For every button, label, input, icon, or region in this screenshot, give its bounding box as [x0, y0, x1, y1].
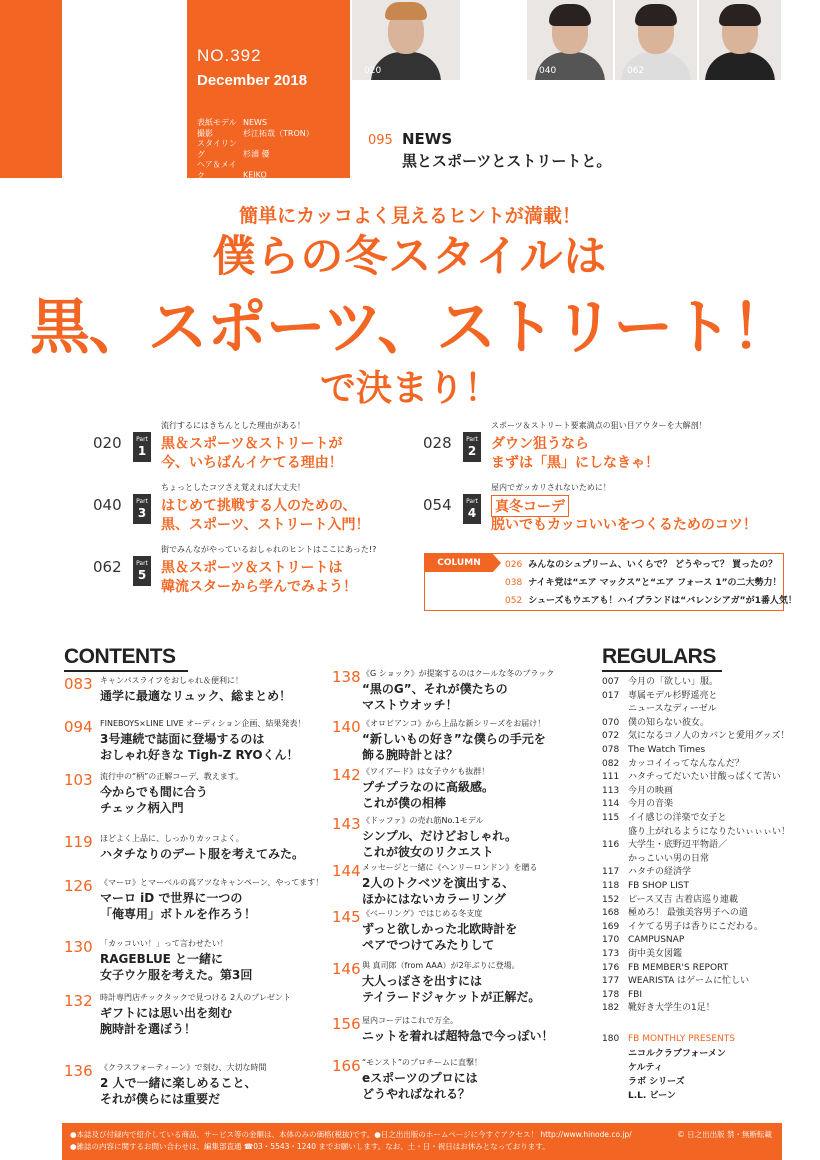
regular-item[interactable]: ニュースなディーゼル [628, 704, 717, 715]
item-title-line: チェック柄入門 [100, 801, 184, 815]
present-item[interactable]: L.L. ビーン [628, 1091, 676, 1101]
item-page: 146 [332, 960, 361, 978]
presents-header[interactable]: 180 FB MONTHLY PRESENTS [602, 1034, 735, 1044]
regular-item[interactable]: 152 ピース又吉 古着店巡り連載 [602, 894, 739, 905]
item-title-line: それが僕らには重要だ [100, 1092, 221, 1106]
feature-title-2: まずは「黒」にしなきゃ！ [491, 455, 659, 471]
regular-item[interactable]: かっこいい男の日常 [628, 853, 710, 864]
item-title-line: 腕時計を選ぼう！ [100, 1022, 197, 1036]
item-title-line: “新しいもの好き”な僕らの手元を [362, 732, 546, 746]
item-title-line: 「俺専用」ボトルを作ろう！ [100, 907, 257, 921]
footer-line-1: ●本誌及び付録内で紹介している商品、サービス等の金額は、本体のみの価格(税抜)です。●日之出出版のホームページに今すぐアクセス！ http://www.hinode.co.jp/ [70, 1130, 632, 1139]
item-page: 144 [332, 862, 361, 880]
item-title-line: 3号連続で誌面に登場するのは [100, 732, 265, 746]
column-tag: COLUMN [425, 554, 493, 572]
item-title-line: ギフトには思い出を刻む [100, 1006, 233, 1020]
item-title-line: マストウオッチ！ [362, 698, 458, 712]
item-page: 156 [332, 1015, 361, 1033]
item-kicker: 流行中の“柄”の正解コーデ、教えます。 [100, 772, 244, 781]
item-page: 094 [64, 718, 93, 736]
item-page: 119 [64, 833, 93, 851]
credit-row: デザイン 山谷吉立（ma-h gra） [197, 181, 328, 190]
regular-item[interactable]: 017 専属モデル杉野遥亮と [602, 690, 718, 701]
part-badge: Part 3 [133, 494, 151, 524]
credit-row: スタイリング 杉浦 優 [197, 139, 270, 159]
feature-lead: 屋内でガッカリされないために！ [491, 483, 611, 492]
regular-item[interactable]: 182 靴好き大学生の1足！ [602, 1003, 715, 1014]
feature-page: 020 [93, 434, 122, 452]
regular-item[interactable]: 178 FBI [602, 989, 643, 1000]
item-title-line: これが彼女のリクエスト [362, 845, 494, 859]
regular-item[interactable]: 082 カッコイイってなんなんだ？ [602, 758, 744, 769]
feature-title: ダウン狙うなら [491, 436, 589, 452]
feature-lead: ちょっとしたコツさえ覚えれば大丈夫！ [161, 483, 305, 492]
credit-row: 表紙モデル NEWS [197, 118, 268, 127]
regular-item[interactable]: 116 大学生・底野辺平物語／ [602, 840, 728, 851]
item-title-line: ほかにはないカラーリング [362, 892, 506, 906]
item-title-line: 飾る腕時計とは？ [362, 748, 459, 762]
cover-placeholder [62, 0, 187, 178]
item-kicker: 《マーロ》とマーベルの高アツなキャンペーン、やってます！ [100, 878, 324, 887]
photo-number: 040 [539, 66, 557, 76]
item-page: 142 [332, 766, 361, 784]
feature-page: 062 [93, 558, 122, 576]
item-title-line: ペアでつけてみたりして [362, 938, 495, 952]
photo-020 [352, 0, 460, 80]
regular-item[interactable]: 078 The Watch Times [602, 745, 706, 755]
regular-item[interactable]: 169 イケてる男子は香りにこだわる。 [602, 921, 763, 932]
part-badge: Part 2 [463, 432, 481, 462]
item-page: 140 [332, 718, 361, 736]
present-item[interactable]: ラボ シリーズ [628, 1077, 685, 1087]
issue-month: December 2018 [197, 72, 308, 89]
present-item[interactable]: ニコルクラブフォーメン [628, 1049, 726, 1059]
item-title-line: 2人のトクベツを演出する、 [362, 876, 515, 890]
column-row[interactable]: 026 みんなのシュプリーム、いくらで？ どうやって？ 買ったの？ [505, 560, 778, 570]
item-kicker: 《クラスフォーティーン》で刻む、大切な時間 [100, 1063, 267, 1072]
feature-title-2: 脱いでもカッコいいをつくるためのコツ！ [491, 517, 757, 533]
regular-item[interactable]: 170 CAMPUSNAP [602, 935, 685, 946]
headline-line3: で決まり！ [319, 368, 500, 409]
item-page: 136 [64, 1062, 93, 1080]
feature-page: 054 [423, 496, 452, 514]
item-title-line: プチプラなのに高級感。 [362, 780, 495, 794]
footer [62, 1123, 782, 1160]
news-title: NEWS [402, 130, 453, 148]
item-page: 103 [64, 771, 93, 789]
item-kicker: キャンパスライフをおしゃれ＆便利に！ [100, 676, 243, 685]
part-badge: Part 5 [133, 556, 151, 586]
column-row[interactable]: 038 ナイキ党は“エア マックス”と“エア フォース 1”の二大勢力！ [505, 578, 782, 588]
item-page: 138 [332, 668, 361, 686]
regular-item[interactable]: 114 今月の音楽 [602, 799, 674, 810]
feature-page: 040 [93, 496, 122, 514]
item-kicker: 《ドッファ》の売れ筋No.1モデル [362, 816, 484, 825]
feature-title: はじめて挑戦する人のための、 [161, 498, 357, 514]
item-title-line: マーロ iD で世界に一つの [100, 891, 243, 905]
credit-row: 撮影 杉江拓哉（TRON） [197, 128, 314, 138]
item-title-line: これが僕の相棒 [362, 796, 447, 810]
feature-title-2: 韓流スターから学んでみよう！ [161, 579, 357, 595]
regular-item[interactable]: 177 WEARISTA はゲームに忙しい [602, 976, 750, 987]
item-title-line: 通学に最適なリュック、総まとめ！ [100, 689, 292, 703]
item-kicker: 《ワイアード》は女子ウケも抜群！ [362, 767, 490, 776]
item-kicker: 與 真司郎（from AAA）が2年ぶりに登場。 [362, 961, 520, 970]
item-kicker: 《ベーリング》ではじめる冬支度 [362, 909, 483, 918]
item-page: 130 [64, 938, 93, 956]
item-page: 126 [64, 877, 93, 895]
feature-title: 真冬コーデ [491, 495, 569, 517]
news-subtitle: 黒とスポーツとストリートと。 [402, 152, 612, 170]
item-title-line: 今からでも間に合う [100, 785, 208, 799]
item-title-line: “黒のG”、それが僕たちの [362, 682, 508, 696]
feature-title-2: 今、いちばんイケてる理由！ [161, 455, 343, 471]
credit-row: ヘア＆メイク KEIKO [197, 160, 267, 180]
item-page: 166 [332, 1057, 361, 1075]
photo-number: 020 [364, 66, 382, 76]
column-box [424, 553, 797, 611]
item-kicker: “モンスト”のプロチームに直撃！ [362, 1058, 483, 1067]
item-kicker: メッセージと一緒に《ヘンリーロンドン》を贈る [362, 863, 538, 872]
footer-line-2: ●雑誌の内容に関するお問い合わせは、編集部直通 ☎03・5543・1240 までお願いします。なお、土・日・祝日はお休みとなっております。 [70, 1142, 550, 1151]
photo-040 [527, 0, 613, 80]
regular-item[interactable]: 111 ハタチってだいたい甘酸っぱくて苦い [602, 772, 781, 783]
headline-sub: 簡単にカッコよく見えるヒントが満載！ [239, 205, 581, 227]
regular-item[interactable]: 盛り上がれるようになりたいぃぃぃい！ [628, 826, 791, 837]
item-title-line: おしゃれ好きな Tigh-Z RYOくん！ [100, 748, 299, 762]
feature-title: 黒＆スポーツ＆ストリートは [161, 560, 343, 576]
item-title-line: ハタチなりのデート服を考えてみた。 [100, 847, 305, 861]
feature-lead: スポーツ＆ストリート要素満点の狙い目アウターを大解剖！ [491, 421, 707, 430]
regular-item[interactable]: 176 FB MEMBER'S REPORT [602, 962, 729, 973]
regular-item[interactable]: 007 今月の「欲しい」服。 [602, 677, 719, 687]
regular-item[interactable]: 115 イイ感じの洋楽で女子と [602, 813, 727, 823]
item-page: 132 [64, 992, 93, 1010]
feature-title-2: 黒、スポーツ、ストリート入門！ [161, 517, 370, 533]
regular-item[interactable]: 117 ハタチの経済学 [602, 867, 692, 878]
regular-item[interactable]: 168 極めろ！ 最強美容男子への道 [602, 908, 748, 919]
issue-number: NO.392 [197, 46, 262, 65]
feature-lead: 流行するにはきちんとした理由がある！ [161, 421, 305, 430]
regular-item[interactable]: 072 気になるコノ人のカバンと愛用グッズ！ [602, 731, 790, 742]
headline-line1: 僕らの冬スタイルは [212, 232, 608, 282]
item-title-line: ずっと欲しかった北欧時計を [362, 922, 518, 936]
news-page: 095 [368, 133, 393, 148]
part-badge: Part 4 [463, 494, 481, 524]
regular-item[interactable]: 118 FB SHOP LIST [602, 881, 689, 891]
photo-062b [699, 0, 781, 80]
item-page: 145 [332, 908, 361, 926]
item-title-line: ニットを着れば超特急で今っぽい！ [362, 1029, 554, 1043]
item-page: 143 [332, 815, 361, 833]
item-title-line: 2 人で一緒に楽しめること、 [100, 1076, 257, 1090]
item-title-line: 女子ウケ服を考えた。第3回 [100, 968, 253, 982]
item-page: 083 [64, 675, 93, 693]
item-title-line: 大人っぽさを出すには [362, 974, 483, 988]
item-kicker: 《オロビアンコ》から上品な新シリーズをお届け！ [362, 719, 546, 728]
item-title-line: テイラードジャケットが正解だ。 [362, 990, 541, 1004]
feature-title: 黒＆スポーツ＆ストリートが [161, 436, 343, 452]
contents-heading: CONTENTS [64, 645, 188, 669]
present-item[interactable]: ケルティ [628, 1063, 663, 1073]
photo-062a [615, 0, 697, 80]
header-orange-block [0, 0, 350, 190]
footer-copyright: © 日之出出版 禁・無断転載 [677, 1130, 772, 1139]
credits [197, 118, 327, 192]
item-title-line: eスポーツのプロには [362, 1071, 478, 1085]
regular-item[interactable]: 070 僕の知らない彼女。 [602, 717, 710, 728]
item-title-line: どうやればなれる？ [362, 1087, 471, 1101]
feature-page: 028 [423, 434, 452, 452]
item-kicker: 「カッコいい！」って言わせたい！ [100, 939, 228, 948]
item-kicker: 《G ショック》が提案するのはクールな冬のブラック [362, 669, 555, 678]
item-title-line: シンプル、だけどおしゃれ。 [362, 829, 517, 843]
item-kicker: ほどよく上品に、しっかりカッコよく。 [100, 834, 244, 843]
headline-line2: 黒、スポーツ、ストリート！ [29, 293, 791, 363]
photo-number: 062 [627, 66, 645, 76]
item-kicker: 時計専門店チックタックで見つける 2人のプレゼント [100, 993, 291, 1002]
item-kicker: FINEBOYS×LINE LIVE オーディション企画、結果発表！ [100, 719, 306, 728]
regular-item[interactable]: 113 今月の映画 [602, 785, 674, 796]
regular-item[interactable]: 173 街中美女図鑑 [602, 949, 683, 959]
column-row[interactable]: 052 シューズもウエアも！ハイブランドは“バレンシアガ”が1番人気！ [505, 596, 797, 606]
regulars-heading: REGULARS [602, 645, 722, 669]
item-title-line: RAGEBLUE と一緒に [100, 952, 224, 966]
feature-lead: 街でみんながやっているおしゃれのヒントはここにあった!? [161, 545, 377, 554]
item-kicker: 屋内コーデはこれで万全。 [362, 1016, 458, 1025]
part-badge: Part 1 [133, 432, 151, 462]
